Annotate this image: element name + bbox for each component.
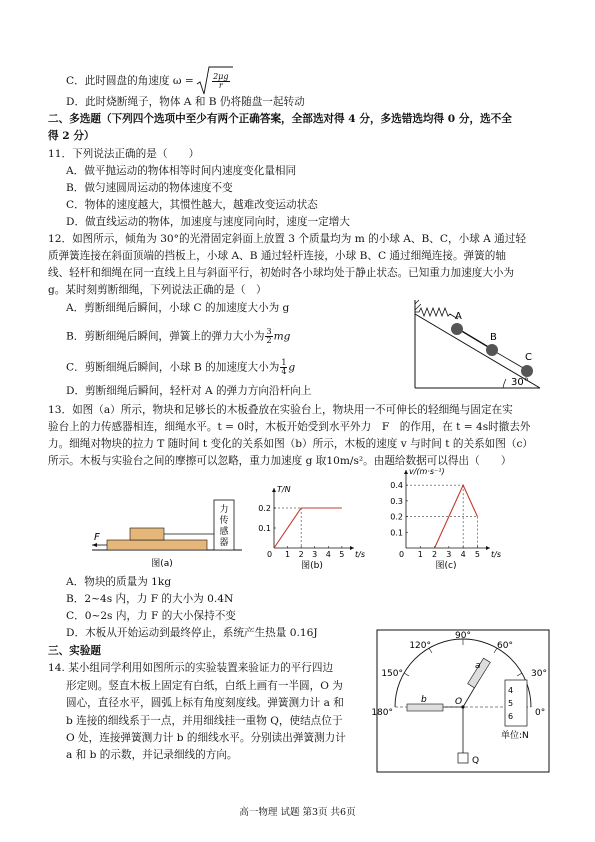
chart-b-x-tick: 4 <box>325 550 331 559</box>
q12-option-a: A．剪断细绳后瞬间，小球 C 的加速度大小为 g <box>66 302 290 314</box>
svg-text:b: b <box>421 695 427 705</box>
svg-text:120°: 120° <box>409 641 431 651</box>
ball-b <box>486 344 498 356</box>
svg-text:90°: 90° <box>455 631 471 641</box>
q13-option-b: B．2~4s 内，力 F 的大小为 0.4N <box>66 593 234 605</box>
q12-incline-figure <box>405 300 545 392</box>
q11-option-b: B．做匀速圆周运动的物体速度不变 <box>66 182 233 194</box>
chart-b-y-tick: 0.1 <box>258 524 271 533</box>
q13-stem-2: 验台上的力传感器相连，细绳水平。t = 0时，木板开始受到水平外力 F 的作用，在 t = 4s时撤去外 <box>48 421 531 433</box>
svg-text:6: 6 <box>508 712 514 721</box>
q13-option-c: C．0~2s 内，力 F 的大小保持不变 <box>66 610 236 622</box>
svg-text:150°: 150° <box>381 669 403 679</box>
section2-heading: 二、多选题（下列四个选项中至少有两个正确答案，全部选对得 4 分，多选错选均得 0 分，选不全 <box>48 113 512 125</box>
chart-b-x-tick: 3 <box>312 550 318 559</box>
section2-heading-cont: 得 2 分） <box>48 130 95 142</box>
chart-b-origin: 0 <box>267 550 273 559</box>
svg-text:O: O <box>455 697 463 707</box>
q12-option-d: D．剪断细绳后瞬间，轻杆对 A 的弹力方向沿杆向上 <box>66 385 312 397</box>
block <box>130 528 164 540</box>
chart-b-y-label: T/N <box>277 485 291 494</box>
q12-option-b: B．剪断细绳后瞬间，弹簧上的弹力大小为 $\frac{3}{2}$ mg <box>66 327 291 345</box>
chart-c-caption: 图(c) <box>435 561 457 571</box>
q13-chart-b <box>252 478 365 571</box>
svg-text:30°: 30° <box>511 377 529 388</box>
chart-b-series-line <box>274 508 342 548</box>
chart-c-origin: 0 <box>399 550 405 559</box>
svg-text:B: B <box>490 332 497 343</box>
svg-text:力传感器: 力传感器 <box>219 505 229 548</box>
q14-stem-4: b 连接的细线系于一点，并用细线挂一重物 Q，使结点位于 <box>66 715 343 727</box>
q13-figure-a <box>92 498 242 570</box>
svg-text:180°: 180° <box>371 708 393 718</box>
svg-text:A: A <box>455 311 462 322</box>
chart-c-x-tick: 1 <box>417 550 423 559</box>
svg-text:Q: Q <box>472 756 480 766</box>
chart-c-x-tick: 3 <box>446 550 452 559</box>
chart-c-y-tick: 0.2 <box>390 512 403 522</box>
chart-b-x-label: t/s <box>355 550 365 559</box>
q14-stem-3: 圆心，直径水平，圆弧上标有角度刻度线。弹簧测力计 a 和 <box>66 697 344 709</box>
svg-text:60°: 60° <box>497 641 513 651</box>
rod-ab <box>460 330 490 348</box>
q11-option-c: C．物体的速度越大，其惯性越大，越难改变运动状态 <box>66 199 318 211</box>
svg-text:5: 5 <box>508 699 514 708</box>
q14-stem-6: a 和 b 的示数，并记录细线的方向。 <box>66 749 238 761</box>
chart-b-x-tick: 1 <box>285 550 291 559</box>
chart-c-x-tick: 5 <box>474 550 480 559</box>
chart-c-y-label: v/(m·s⁻¹) <box>409 467 445 476</box>
svg-text:F: F <box>94 532 100 543</box>
chart-b-x-tick: 5 <box>339 550 345 559</box>
q12-stem-4: g。某时刻剪断细绳，下列说法正确的是（ ） <box>48 284 267 296</box>
q12-stem-1: 12．如图所示，倾角为 30°的光滑固定斜面上放置 3 个质量均为 m 的小球 A、B、C，小球 A 通过轻 <box>48 233 526 245</box>
q13-chart-c <box>384 467 504 571</box>
svg-text:图(a): 图(a) <box>151 559 173 569</box>
q13-stem-4: 所示。木板与实验台之间的摩擦可以忽略，重力加速度 g 取10m/s²。由题给数据可以得出（ ） <box>48 455 512 467</box>
q11-option-a: A．做平抛运动的物体相等时间内速度变化量相同 <box>66 165 297 177</box>
chart-b-caption: 图(b) <box>301 561 323 571</box>
svg-text:4: 4 <box>508 686 514 695</box>
page-footer: 高一物理 试题 第3页 共6页 <box>239 807 356 818</box>
svg-text:a: a <box>475 661 481 671</box>
chart-c-x-label: t/s <box>491 550 501 559</box>
q13-stem-3: 力。细绳对物块的拉力 T 随时间 t 变化的关系如图（b）所示，木板的速度 v 与时间 t 的关系如图（c） <box>48 438 533 450</box>
svg-text:C: C <box>525 352 532 363</box>
q14-protractor-figure <box>371 630 549 772</box>
q10-option-c: C．此时圆盘的角速度 ω = $\frac{2\mu g}{r}$ <box>66 66 230 96</box>
q13-option-d: D．木板从开始运动到最终停止，系统产生热量 0.16J <box>66 627 318 639</box>
chart-c-y-tick: 0.4 <box>390 481 403 491</box>
q12-stem-3: 线、轻杆和细绳在同一直线上且与斜面平行，初始时各小球均处于静止状态。已知重力加速度大小为 <box>48 267 515 279</box>
q12-stem-2: 质弹簧连接在斜面顶端的挡板上，小球 A、B 通过轻杆连接，小球 B、C 通过细绳连接。弹簧的轴 <box>48 250 506 262</box>
section3-heading: 三、实验题 <box>48 645 101 657</box>
chart-c-x-tick: 2 <box>432 550 438 559</box>
chart-c-y-tick: 0.1 <box>390 528 403 538</box>
chart-c-y-tick: 0.3 <box>390 496 403 506</box>
q11-stem: 11．下列说法正确的是（ ） <box>48 148 200 160</box>
svg-text:0°: 0° <box>535 708 546 718</box>
q14-stem-1: 14. 某小组同学利用如图所示的实验装置来验证力的平行四边 <box>48 662 334 674</box>
svg-text:单位:N: 单位:N <box>501 731 529 741</box>
q13-option-a: A．物块的质量为 1kg <box>66 576 172 588</box>
spring-scale-b <box>407 704 443 711</box>
q13-stem-1: 13．如图（a）所示，物块和足够长的木板叠放在实验台上，物块用一不可伸长的轻细绳与固定在实 <box>48 404 513 416</box>
string-bc <box>494 351 525 369</box>
wooden-board <box>107 540 207 550</box>
chart-c-x-tick: 4 <box>460 550 466 559</box>
q14-stem-2: 形定则。竖直木板上固定有白纸，白纸上画有一半圆，O 为 <box>66 680 343 692</box>
q11-option-d: D．做直线运动的物体，加速度与速度同向时，速度一定增大 <box>66 216 350 228</box>
svg-text:30°: 30° <box>531 669 547 679</box>
chart-b-y-tick: 0.2 <box>258 504 271 513</box>
weight-q <box>458 753 468 763</box>
q10-option-d: D．此时烧断绳子，物体 A 和 B 仍将随盘一起转动 <box>66 96 305 108</box>
chart-b-x-tick: 2 <box>298 550 304 559</box>
q12-option-c: C．剪断细绳后瞬间，小球 B 的加速度大小为 $\frac{1}{4}$ g <box>66 358 296 376</box>
q14-stem-5: O 处，连接弹簧测力计 b 的细线水平。分别读出弹簧测力计 <box>66 732 346 744</box>
sqrt-formula: $\frac{2\mu g}{r}$ <box>196 66 230 96</box>
ball-a <box>451 323 463 335</box>
ball-c <box>521 365 533 377</box>
wall-hatch <box>415 300 421 310</box>
